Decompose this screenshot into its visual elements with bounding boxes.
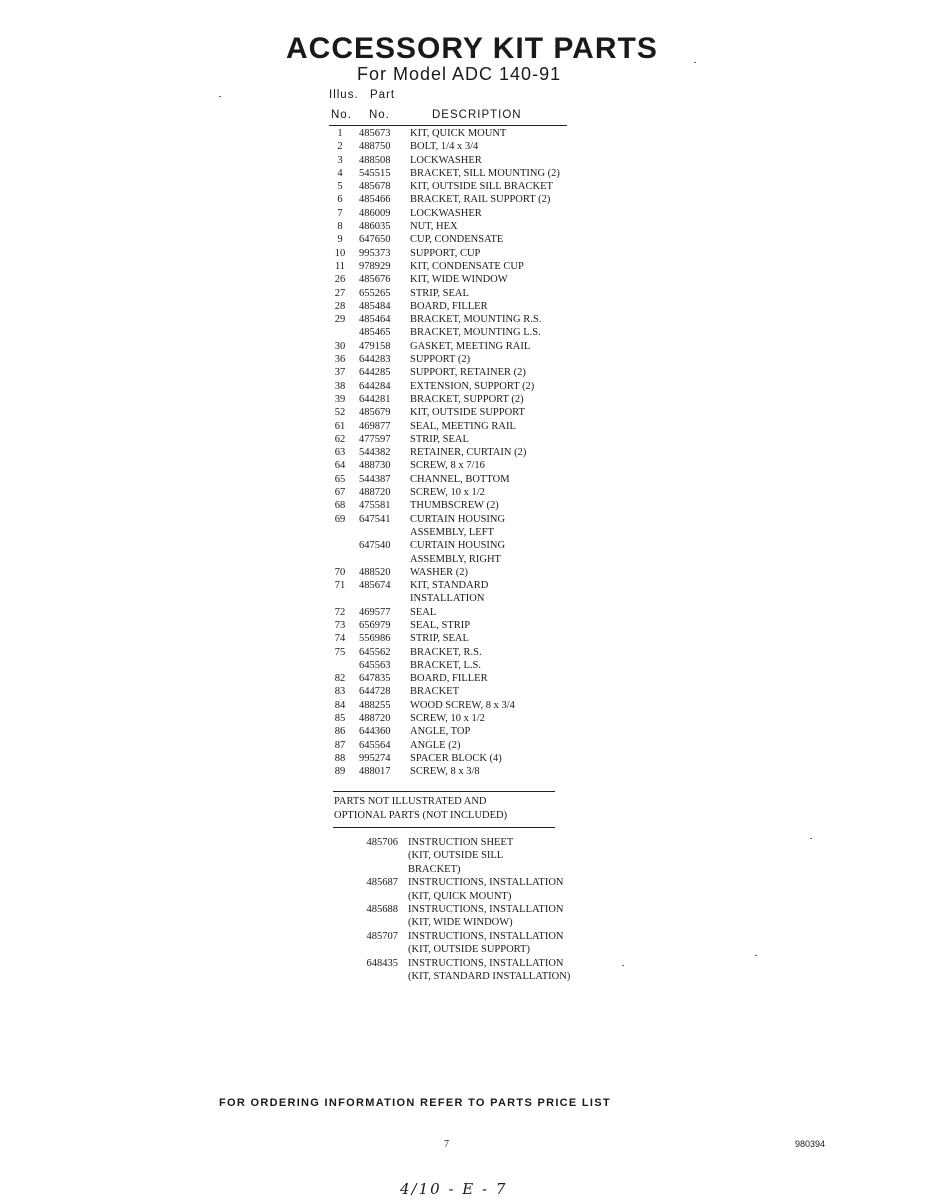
table-row bbox=[329, 207, 609, 220]
illus-no: 6 bbox=[337, 194, 343, 206]
part-description: KIT, QUICK MOUNT bbox=[410, 128, 507, 139]
part-no: 488730 bbox=[359, 460, 391, 472]
part-description: BRACKET, MOUNTING L.S. bbox=[410, 327, 541, 339]
part-no: 647650 bbox=[359, 234, 391, 246]
part-no: 486009 bbox=[359, 207, 391, 219]
table-row bbox=[329, 433, 609, 446]
part-description: SEAL, MEETING RAIL bbox=[410, 420, 516, 432]
illus-no: 27 bbox=[334, 287, 346, 299]
part-no: 488255 bbox=[359, 699, 391, 711]
table-row bbox=[329, 446, 609, 459]
illus-no: 8 bbox=[337, 221, 343, 233]
part-description: CUP, CONDENSATE bbox=[410, 234, 504, 246]
part-description: CURTAIN HOUSING bbox=[410, 513, 506, 525]
part-no: 488720 bbox=[359, 487, 391, 499]
table-row bbox=[329, 752, 609, 765]
illus-no: 28 bbox=[334, 300, 346, 312]
table-row bbox=[329, 326, 609, 339]
part-description: SPACER BLOCK (4) bbox=[410, 752, 502, 764]
part-no: 485679 bbox=[359, 407, 391, 419]
part-description: ASSEMBLY, RIGHT bbox=[410, 553, 501, 565]
part-description: CHANNEL, BOTTOM bbox=[410, 473, 510, 485]
illus-no: 4 bbox=[337, 167, 343, 179]
part-no: 644281 bbox=[359, 393, 391, 405]
section-rule-bottom bbox=[333, 827, 555, 828]
part-no: 488520 bbox=[359, 566, 391, 578]
illus-no: 3 bbox=[337, 154, 343, 166]
part-description: ASSEMBLY, LEFT bbox=[410, 526, 494, 538]
part-description: BRACKET, SILL MOUNTING (2) bbox=[410, 167, 560, 179]
instruction-description: INSTRUCTIONS, INSTALLATION bbox=[408, 903, 564, 915]
illus-no: 74 bbox=[334, 633, 346, 645]
table-row bbox=[329, 646, 609, 659]
part-no: 488017 bbox=[359, 766, 391, 778]
parts-table bbox=[329, 127, 609, 779]
scan-speck bbox=[810, 838, 812, 839]
part-description: SUPPORT (2) bbox=[410, 354, 471, 366]
part-description: BRACKET, MOUNTING R.S. bbox=[410, 314, 542, 326]
table-row bbox=[329, 765, 609, 778]
header-part: Part bbox=[370, 89, 396, 101]
part-description: INSTALLATION bbox=[410, 593, 485, 605]
part-no: 486035 bbox=[359, 221, 391, 233]
part-description: KIT, WIDE WINDOW bbox=[410, 274, 508, 286]
illus-no: 52 bbox=[334, 407, 346, 419]
part-no: 485678 bbox=[359, 181, 391, 193]
table-row bbox=[329, 486, 609, 499]
part-no: 995373 bbox=[359, 247, 391, 259]
illus-no: 67 bbox=[334, 487, 346, 499]
part-no: 485707 bbox=[366, 930, 398, 942]
instruction-description: INSTRUCTIONS, INSTALLATION bbox=[408, 877, 564, 889]
instruction-description: INSTRUCTIONS, INSTALLATION bbox=[408, 957, 564, 969]
table-row bbox=[329, 260, 609, 273]
part-no: 477597 bbox=[359, 433, 391, 445]
table-row bbox=[329, 140, 609, 153]
part-description: EXTENSION, SUPPORT (2) bbox=[410, 380, 535, 392]
scan-speck bbox=[622, 965, 624, 966]
illus-no: 72 bbox=[334, 606, 346, 618]
part-description: BOARD, FILLER bbox=[410, 300, 488, 312]
table-row bbox=[329, 127, 609, 140]
part-description: BRACKET, RAIL SUPPORT (2) bbox=[410, 194, 551, 206]
table-row bbox=[329, 566, 609, 579]
part-description: STRIP, SEAL bbox=[410, 433, 469, 445]
part-description: THUMBSCREW (2) bbox=[410, 500, 499, 512]
instruction-description: INSTRUCTION SHEET bbox=[408, 837, 514, 848]
instruction-description: INSTRUCTIONS, INSTALLATION bbox=[408, 930, 564, 942]
illus-no: 84 bbox=[334, 699, 346, 711]
part-no: 488720 bbox=[359, 713, 391, 725]
table-row bbox=[329, 513, 609, 526]
part-no: 488750 bbox=[359, 141, 391, 153]
part-no: 544387 bbox=[359, 473, 391, 485]
illus-no: 87 bbox=[334, 739, 346, 751]
illus-no: 11 bbox=[334, 260, 346, 272]
illus-no: 73 bbox=[334, 619, 346, 631]
illus-no: 61 bbox=[334, 420, 346, 432]
part-no: 485464 bbox=[359, 314, 391, 326]
part-description: SEAL bbox=[410, 606, 437, 618]
part-description: BRACKET, L.S. bbox=[410, 659, 481, 671]
part-no: 485706 bbox=[366, 837, 398, 848]
illus-no: 85 bbox=[334, 713, 346, 725]
illus-no: 69 bbox=[334, 513, 346, 525]
illus-no: 30 bbox=[334, 340, 346, 352]
illus-no: 1 bbox=[337, 128, 343, 139]
part-no: 485674 bbox=[359, 580, 391, 592]
part-description: BOARD, FILLER bbox=[410, 673, 488, 685]
instruction-description: (KIT, WIDE WINDOW) bbox=[408, 917, 513, 929]
illus-no: 75 bbox=[334, 646, 346, 658]
part-no: 485484 bbox=[359, 300, 391, 312]
part-no: 485466 bbox=[359, 194, 391, 206]
part-no: 556986 bbox=[359, 633, 391, 645]
table-row bbox=[329, 340, 609, 353]
section-rule-top bbox=[333, 791, 555, 792]
instruction-description: (KIT, OUTSIDE SILL bbox=[408, 850, 504, 862]
scan-speck bbox=[219, 96, 221, 97]
illus-no: 2 bbox=[337, 141, 343, 153]
table-row bbox=[329, 406, 609, 419]
illus-no: 29 bbox=[334, 314, 346, 326]
table-row bbox=[329, 739, 609, 752]
part-no: 475581 bbox=[359, 500, 391, 512]
instruction-description: (KIT, QUICK MOUNT) bbox=[408, 890, 512, 902]
part-description: CURTAIN HOUSING bbox=[410, 540, 506, 552]
table-row bbox=[329, 273, 609, 286]
part-no: 644283 bbox=[359, 354, 391, 366]
part-description: SUPPORT, RETAINER (2) bbox=[410, 367, 526, 379]
scan-speck bbox=[755, 955, 757, 956]
part-no: 656979 bbox=[359, 619, 391, 631]
part-description: NUT, HEX bbox=[410, 221, 458, 233]
part-description: LOCKWASHER bbox=[410, 207, 482, 219]
part-no: 644360 bbox=[359, 726, 391, 738]
illus-no: 68 bbox=[334, 500, 346, 512]
illus-no: 70 bbox=[334, 566, 346, 578]
illus-no: 38 bbox=[334, 380, 346, 392]
table-row bbox=[329, 606, 609, 619]
part-no: 545515 bbox=[359, 167, 391, 179]
instruction-description: (KIT, STANDARD INSTALLATION) bbox=[408, 970, 571, 982]
table-row bbox=[329, 592, 609, 605]
illus-no: 5 bbox=[337, 181, 343, 193]
part-no: 995274 bbox=[359, 752, 391, 764]
handwritten-annotation: 4/10 - E - 7 bbox=[400, 1180, 508, 1198]
table-row bbox=[329, 220, 609, 233]
table-row bbox=[329, 154, 609, 167]
part-no: 978929 bbox=[359, 260, 391, 272]
part-description: BRACKET, R.S. bbox=[410, 646, 482, 658]
not-illustrated-line-1: PARTS NOT ILLUSTRATED AND bbox=[334, 796, 487, 807]
table-row bbox=[329, 685, 609, 698]
part-no: 544382 bbox=[359, 447, 391, 459]
part-no: 469577 bbox=[359, 606, 391, 618]
table-row bbox=[329, 539, 609, 552]
illus-no: 89 bbox=[334, 766, 346, 778]
document-number: 980394 bbox=[795, 1139, 826, 1149]
table-row bbox=[329, 167, 609, 180]
part-no: 645564 bbox=[359, 739, 391, 751]
table-row bbox=[329, 725, 609, 738]
illus-no: 7 bbox=[337, 207, 343, 219]
header-rule bbox=[329, 125, 567, 126]
part-description: SCREW, 10 x 1/2 bbox=[410, 713, 485, 725]
table-row bbox=[329, 619, 609, 632]
table-row bbox=[329, 579, 609, 592]
table-row bbox=[329, 632, 609, 645]
part-description: GASKET, MEETING RAIL bbox=[410, 340, 531, 352]
part-no: 647540 bbox=[359, 540, 391, 552]
part-description: STRIP, SEAL bbox=[410, 287, 469, 299]
part-no: 488508 bbox=[359, 154, 391, 166]
part-description: BRACKET bbox=[410, 686, 460, 698]
scan-speck bbox=[694, 62, 696, 63]
illus-no: 82 bbox=[334, 673, 346, 685]
part-no: 485687 bbox=[366, 877, 398, 889]
part-description: BRACKET, SUPPORT (2) bbox=[410, 393, 524, 405]
not-illustrated-line-2: OPTIONAL PARTS (NOT INCLUDED) bbox=[334, 810, 508, 821]
part-no: 485676 bbox=[359, 274, 391, 286]
part-no: 644285 bbox=[359, 367, 391, 379]
not-illustrated-note bbox=[334, 795, 507, 823]
instruction-description: (KIT, OUTSIDE SUPPORT) bbox=[408, 944, 530, 956]
illus-no: 36 bbox=[334, 354, 346, 366]
illus-no: 86 bbox=[334, 726, 346, 738]
illus-no: 39 bbox=[334, 393, 346, 405]
header-illus: Illus. bbox=[329, 89, 359, 101]
illus-no: 62 bbox=[334, 433, 346, 445]
page-number: 7 bbox=[444, 1139, 449, 1150]
table-row bbox=[329, 712, 609, 725]
part-no: 645563 bbox=[359, 659, 391, 671]
illus-no: 71 bbox=[334, 580, 346, 592]
table-row bbox=[329, 353, 609, 366]
header-illus-no: No. bbox=[331, 109, 352, 121]
illus-no: 64 bbox=[334, 460, 346, 472]
table-row bbox=[329, 499, 609, 512]
table-row bbox=[329, 699, 609, 712]
part-no: 647835 bbox=[359, 673, 391, 685]
part-description: RETAINER, CURTAIN (2) bbox=[410, 447, 527, 459]
illus-no: 63 bbox=[334, 447, 346, 459]
illus-no: 83 bbox=[334, 686, 346, 698]
table-row bbox=[329, 420, 609, 433]
page-title: ACCESSORY KIT PARTS bbox=[286, 32, 658, 65]
table-row bbox=[329, 380, 609, 393]
part-description: SCREW, 10 x 1/2 bbox=[410, 487, 485, 499]
part-description: BOLT, 1/4 x 3/4 bbox=[410, 141, 479, 153]
table-row bbox=[329, 366, 609, 379]
table-row bbox=[329, 193, 609, 206]
part-no: 485688 bbox=[366, 903, 398, 915]
table-row bbox=[329, 233, 609, 246]
model-subtitle: For Model ADC 140-91 bbox=[357, 64, 562, 84]
part-description: LOCKWASHER bbox=[410, 154, 482, 166]
table-row bbox=[329, 287, 609, 300]
part-no: 644728 bbox=[359, 686, 391, 698]
table-row bbox=[329, 526, 609, 539]
table-row bbox=[329, 313, 609, 326]
illus-no: 37 bbox=[334, 367, 346, 379]
part-description: KIT, STANDARD bbox=[410, 580, 489, 592]
part-description: SEAL, STRIP bbox=[410, 619, 471, 631]
part-description: SCREW, 8 x 7/16 bbox=[410, 460, 485, 472]
illus-no: 65 bbox=[334, 473, 346, 485]
illus-no: 10 bbox=[334, 247, 346, 259]
table-row bbox=[329, 180, 609, 193]
illus-no: 9 bbox=[337, 234, 343, 246]
part-description: ANGLE, TOP bbox=[410, 726, 471, 738]
header-part-no: No. bbox=[369, 109, 390, 121]
part-no: 655265 bbox=[359, 287, 391, 299]
ordering-footer: FOR ORDERING INFORMATION REFER TO PARTS PRICE LIST bbox=[219, 1097, 611, 1109]
part-description: KIT, OUTSIDE SILL BRACKET bbox=[410, 181, 553, 193]
part-description: KIT, OUTSIDE SUPPORT bbox=[410, 407, 525, 419]
part-no: 645562 bbox=[359, 646, 391, 658]
part-description: STRIP, SEAL bbox=[410, 633, 469, 645]
header-description: DESCRIPTION bbox=[432, 109, 522, 121]
part-description: SCREW, 8 x 3/8 bbox=[410, 766, 480, 778]
part-no: 485673 bbox=[359, 128, 391, 139]
table-row bbox=[329, 473, 609, 486]
part-description: KIT, CONDENSATE CUP bbox=[410, 260, 524, 272]
part-description: WASHER (2) bbox=[410, 566, 469, 578]
part-no: 644284 bbox=[359, 380, 391, 392]
part-no: 485465 bbox=[359, 327, 391, 339]
table-row bbox=[329, 659, 609, 672]
part-no: 648435 bbox=[366, 957, 398, 969]
part-no: 647541 bbox=[359, 513, 391, 525]
table-row bbox=[329, 247, 609, 260]
illus-no: 88 bbox=[334, 752, 346, 764]
illus-no: 26 bbox=[334, 274, 346, 286]
instruction-description: BRACKET) bbox=[408, 863, 461, 875]
table-row bbox=[329, 300, 609, 313]
part-description: WOOD SCREW, 8 x 3/4 bbox=[410, 699, 515, 711]
part-description: ANGLE (2) bbox=[410, 739, 461, 751]
part-description: SUPPORT, CUP bbox=[410, 247, 481, 259]
table-row bbox=[329, 672, 609, 685]
table-row bbox=[329, 553, 609, 566]
part-no: 469877 bbox=[359, 420, 391, 432]
table-row bbox=[329, 459, 609, 472]
table-row bbox=[329, 393, 609, 406]
part-no: 479158 bbox=[359, 340, 391, 352]
